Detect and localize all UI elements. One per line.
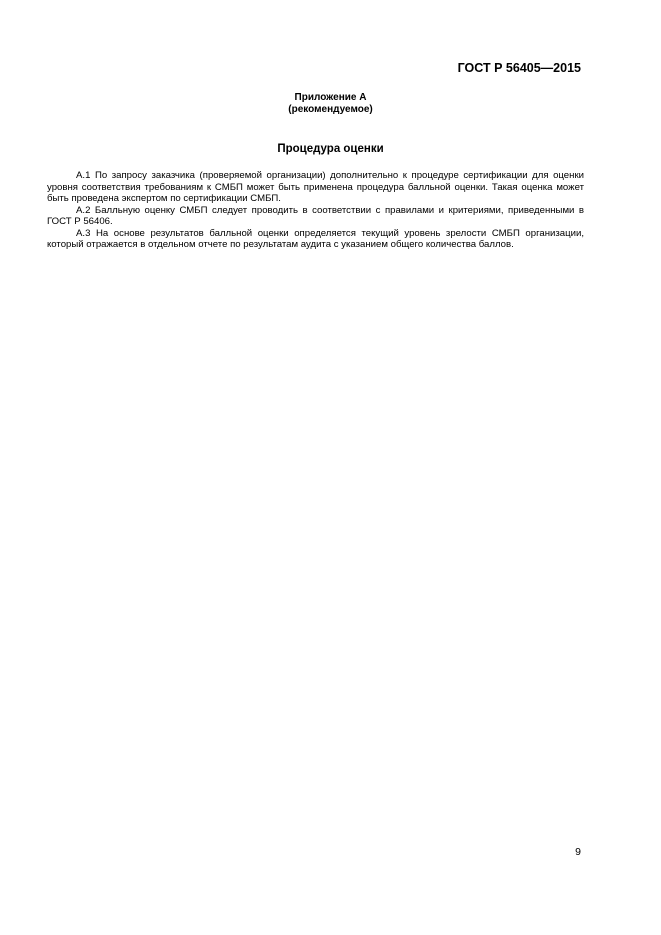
annex-status: (рекомендуемое)	[288, 104, 373, 115]
document-code: ГОСТ Р 56405—2015	[457, 61, 581, 75]
paragraph-a2: А.2 Балльную оценку СМБП следует проводить в соответствии с правилами и критериями, приведенными в ГОСТ Р 56406.	[47, 204, 584, 227]
page-number: 9	[575, 846, 581, 858]
body-text	[47, 170, 584, 251]
annex-title: Приложение А	[294, 92, 367, 103]
paragraph-a3: А.3 На основе результатов балльной оценки определяется текущий уровень зрелости СМБП организации, который отражается в отдельном отчете по результатам аудита с указанием общего количества баллов.	[47, 227, 584, 250]
annex-heading	[0, 92, 661, 116]
section-title: Процедура оценки	[277, 143, 384, 155]
paragraph-a1: А.1 По запросу заказчика (проверяемой организации) дополнительно к процедуре сертификации для оценки уровня соответствия требованиям к СМБП может быть применена процедура балльной оценки. Такая оценка может быть проведена экспертом по сертификации СМБП.	[47, 170, 584, 204]
